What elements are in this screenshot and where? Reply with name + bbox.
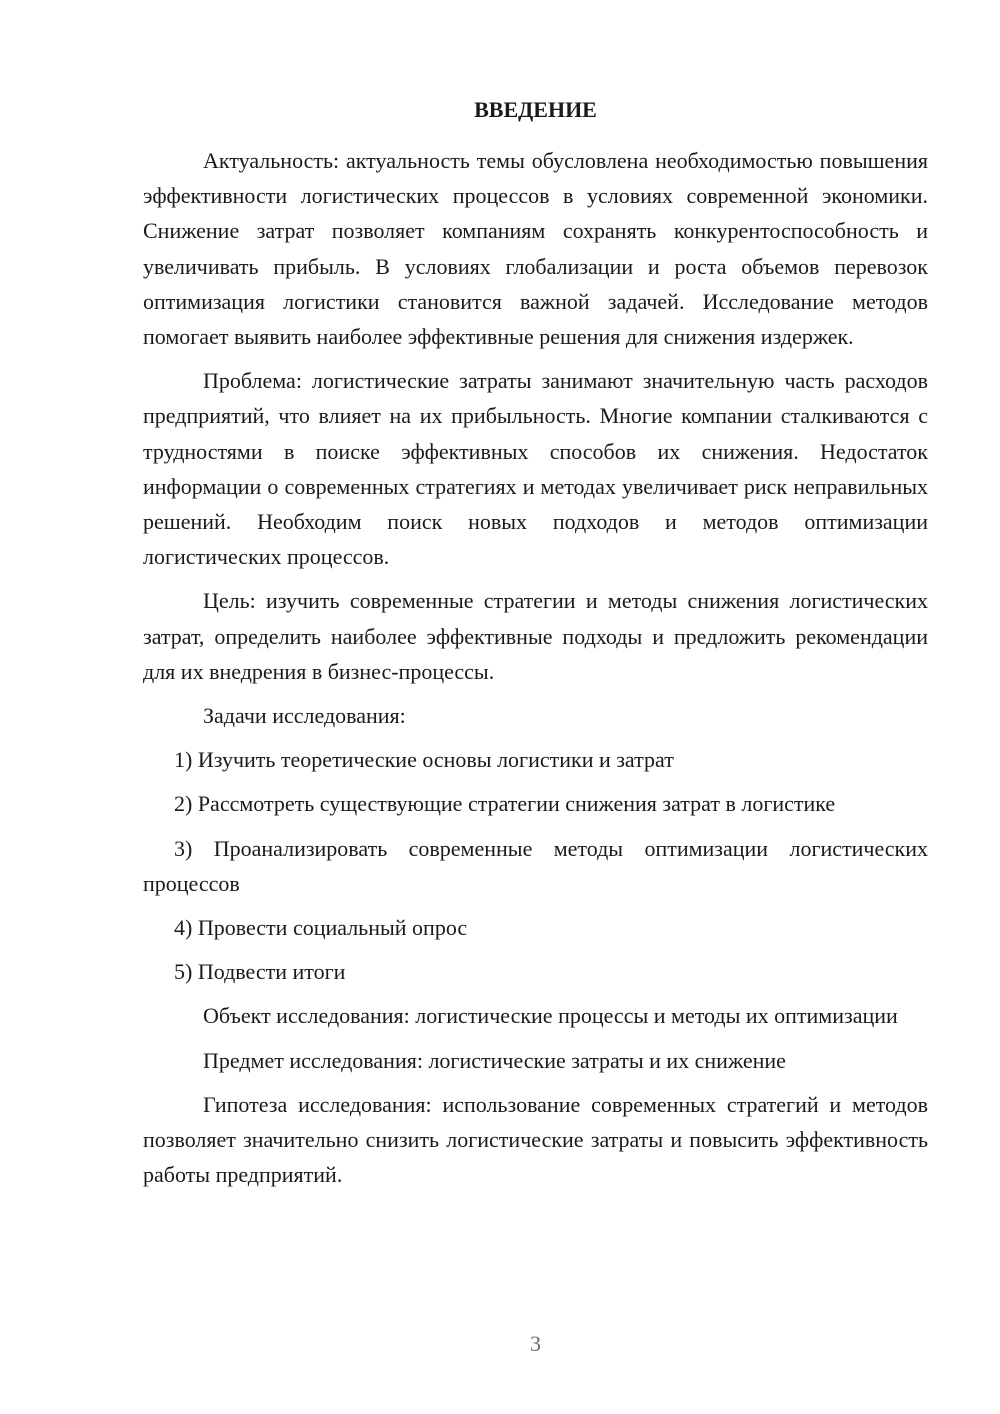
paragraph-problem: Проблема: логистические затраты занимают значительную часть расходов предприятий, что влияет на их прибыльность. Многие компании сталкиваются с трудностями в поиске эффективных способов их снижения. Недостаток информации о современных стратегиях и методах увеличивает риск неправильных решений. Необходим поиск новых подходов и методов оптимизации логистических процессов. — [143, 368, 928, 570]
tasks-heading: Задачи исследования: — [203, 703, 406, 729]
paragraph-subject: Предмет исследования: логистические затраты и их снижение — [203, 1047, 786, 1073]
page-title: ВВЕДЕНИЕ — [474, 97, 597, 122]
paragraph-goal: Цель: изучить современные стратегии и методы снижения логистических затрат, определить наиболее эффективные подходы и предложить рекомендации для их внедрения в бизнес-процессы. — [143, 588, 928, 684]
task-item-5: 5) Подвести итоги — [174, 959, 346, 985]
paragraph-relevance: Актуальность: актуальность темы обусловлена необходимостью повышения эффективности логистических процессов в условиях современной экономики. Снижение затрат позволяет компаниям сохранять конкурентоспособность и увеличивать прибыль. В условиях глобализации и роста объемов перевозок оптимизация логистики становится важной задачей. Исследование методов помогает выявить наиболее эффективные решения для снижения издержек. — [143, 148, 928, 350]
page-number: 3 — [530, 1331, 541, 1356]
task-item-4: 4) Провести социальный опрос — [174, 915, 468, 941]
paragraph-object: Объект исследования: логистические процессы и методы их оптимизации — [203, 1003, 898, 1029]
document-page — [143, 92, 928, 1201]
task-item-2: 2) Рассмотреть существующие стратегии снижения затрат в логистике — [174, 791, 836, 817]
paragraph-hypothesis: Гипотеза исследования: использование современных стратегий и методов позволяет значительно снизить логистические затраты и повысить эффективность работы предприятий. — [143, 1091, 928, 1188]
task-item-1: 1) Изучить теоретические основы логистики и затрат — [174, 747, 674, 773]
task-item-3: 3) Проанализировать современные методы оптимизации логистических процессов — [143, 835, 928, 896]
